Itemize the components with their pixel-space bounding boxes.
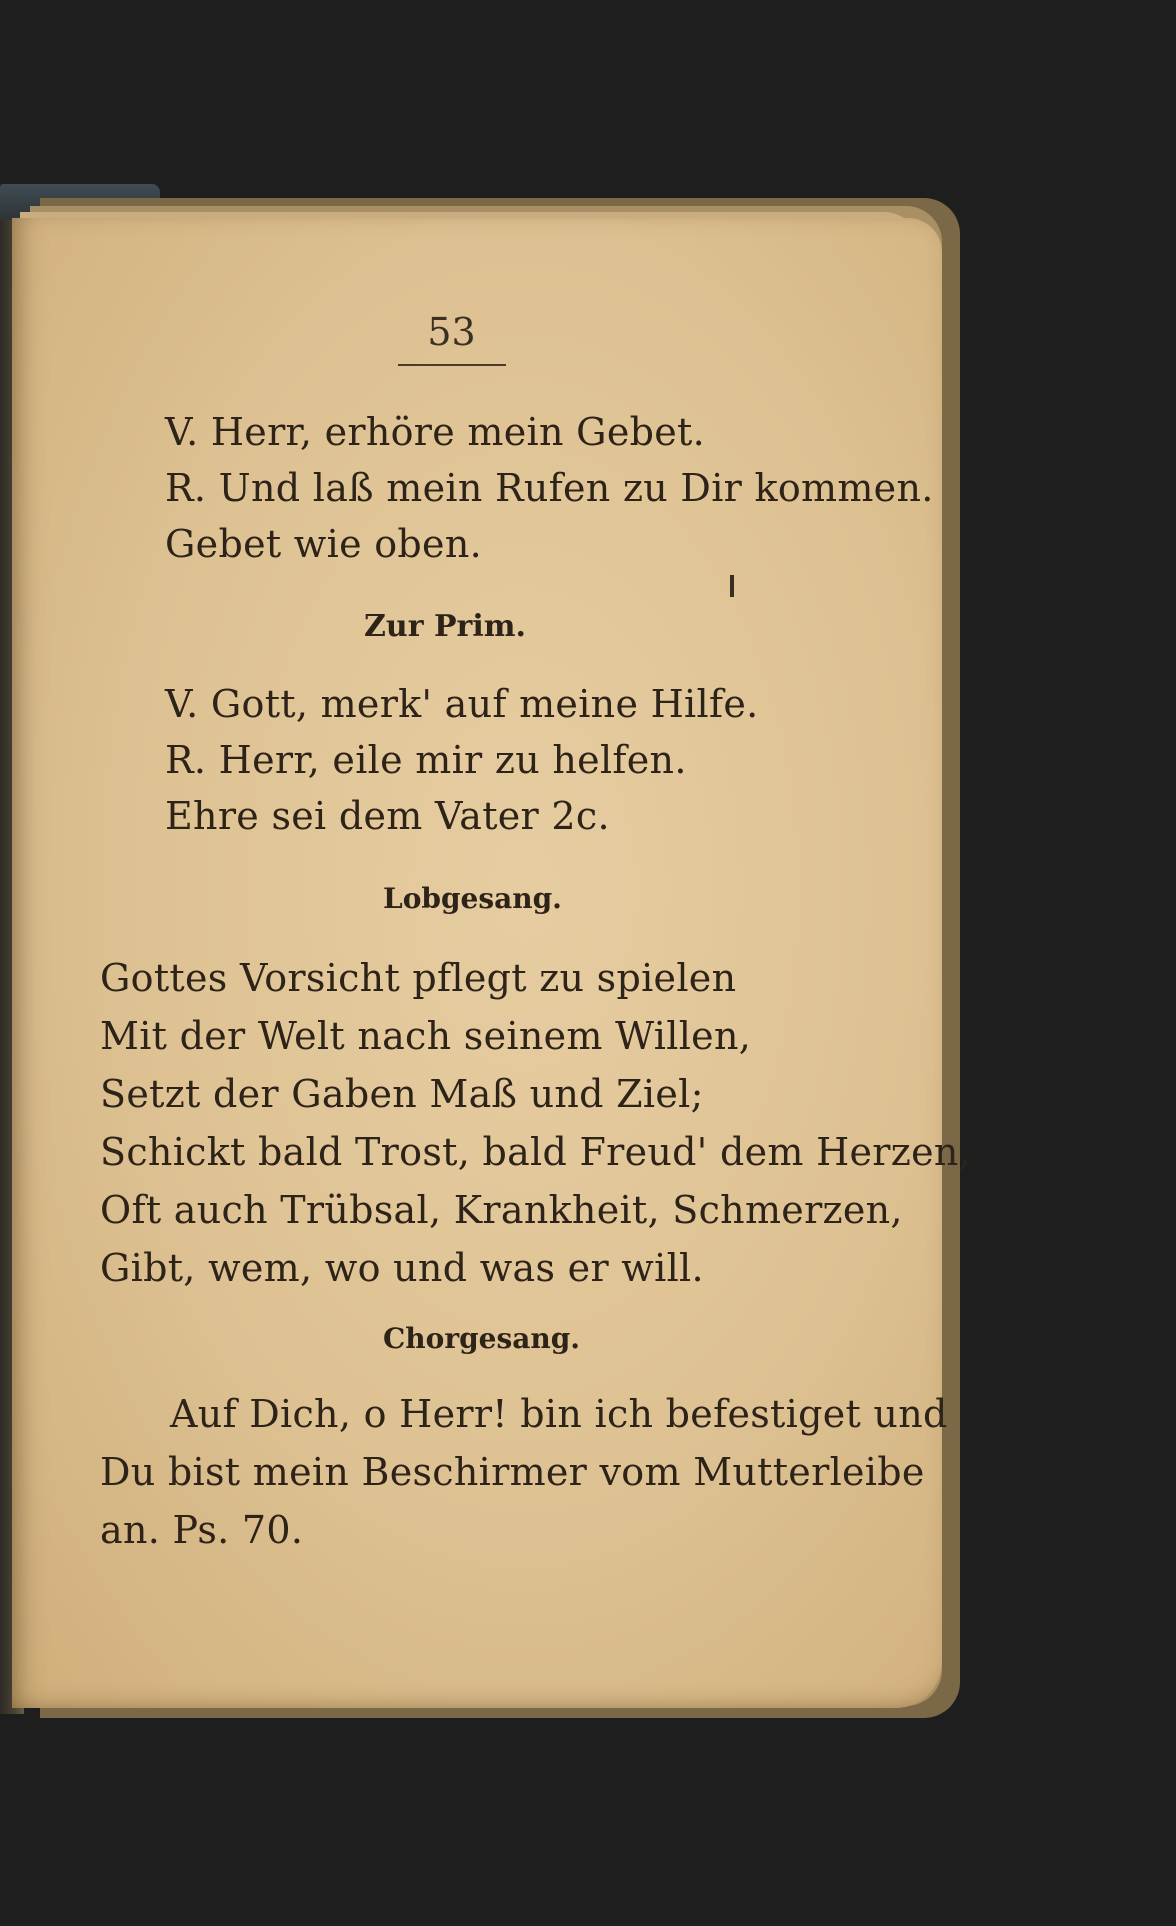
response-line: R. Und laß mein Rufen zu Dir kommen. xyxy=(165,466,934,510)
ink-mark xyxy=(730,575,734,597)
chant-line: Auf Dich, o Herr! bin ich befestiget und xyxy=(170,1392,948,1436)
page-number: 53 xyxy=(427,310,476,354)
chant-line: Du bist mein Beschirmer vom Mutterleibe xyxy=(100,1450,925,1494)
section-heading-chorgesang: Chorgesang. xyxy=(383,1322,581,1355)
verse-line: Gibt, wem, wo und was er will. xyxy=(100,1246,704,1290)
section-heading-prim: Zur Prim. xyxy=(364,609,526,644)
response-line: R. Herr, eile mir zu helfen. xyxy=(165,738,687,782)
verse-line: Schickt bald Trost, bald Freud' dem Herzen, xyxy=(100,1130,972,1174)
section-heading-lobgesang: Lobgesang. xyxy=(383,882,562,915)
versicle-line: V. Herr, erhöre mein Gebet. xyxy=(165,410,705,454)
verse-line: Oft auch Trübsal, Krankheit, Schmerzen, xyxy=(100,1188,903,1232)
verse-line: Mit der Welt nach seinem Willen, xyxy=(100,1014,752,1058)
prayer-note: Gebet wie oben. xyxy=(165,522,482,566)
verse-line: Gottes Vorsicht pflegt zu spielen xyxy=(100,956,737,1000)
page-number-rule xyxy=(398,364,506,366)
doxology-line: Ehre sei dem Vater 2c. xyxy=(165,794,610,838)
verse-line: Setzt der Gaben Maß und Ziel; xyxy=(100,1072,704,1116)
chant-line: an. Ps. 70. xyxy=(100,1508,304,1552)
versicle-line: V. Gott, merk' auf meine Hilfe. xyxy=(165,682,759,726)
